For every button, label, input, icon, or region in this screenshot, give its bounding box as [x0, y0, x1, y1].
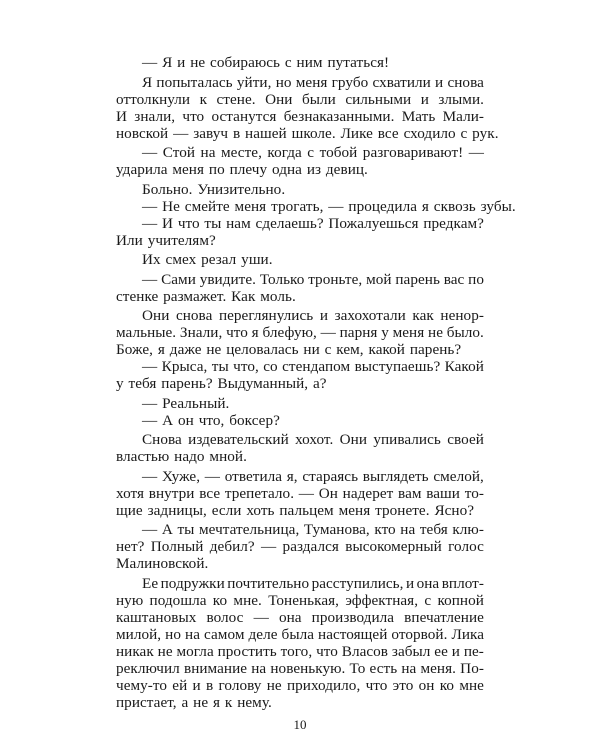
text-line: никак не могла простить того, что Власов забыл ее и пе- — [116, 642, 484, 660]
text-line: — Стой на месте, когда с тобой разговаривают! — — [142, 144, 484, 161]
text-line: оттолкнули к стене. Они были сильными и злыми. — [116, 90, 484, 108]
text-line: — Хуже, — ответила я, стараясь выглядеть смелой, — [142, 467, 484, 485]
text-line: щие задницы, если хоть пальцем меня тронете. Ясно? — [116, 501, 475, 519]
text-line: хотя внутри все трепетало. — Он надерет вам ваши то- — [116, 484, 484, 502]
text-line: нет? Полный дебил? — раздался высокомерный голос — [116, 538, 484, 555]
text-line: — Крыса, ты что, со стендапом выступаешь? Какой — [142, 358, 484, 375]
text-line: — Сами увидите. Только троньте, мой парень вас по — [142, 270, 484, 288]
text-line: Больно. Унизительно. — [142, 180, 286, 198]
text-line: — Не смейте меня трогать, — процедила я сквозь зубы. — [142, 197, 516, 215]
text-line: реключил внимание на новенькую. То есть на меня. По- — [116, 659, 484, 677]
text-line: мальные. Знали, что я блефую, — парня у меня не было. — [116, 324, 484, 341]
text-line: — Реальный. — [142, 394, 230, 412]
text-line: И знали, что останутся безнаказанными. Мать Мали- — [116, 107, 484, 125]
text-line: властью надо мной. — [116, 448, 247, 465]
text-line: Я попыталась уйти, но меня грубо схватили и снова — [142, 73, 484, 91]
text-line: пристает, а не я к нему. — [116, 693, 272, 711]
text-line: у тебя парень? Выдуманный, а? — [116, 375, 327, 392]
text-line: Малиновской. — [116, 555, 209, 572]
text-line: Их смех резал уши. — [142, 251, 273, 268]
page-number: 10 — [293, 717, 307, 732]
text-line: новской — завуч в нашей школе. Лике все сходило с рук. — [116, 124, 499, 142]
text-line: — А ты мечтательница, Туманова, кто на тебя клю- — [142, 521, 484, 538]
text-line: — Я и не собираюсь с ним путаться! — [142, 54, 390, 71]
text-line: каштановых волос — она производила впечатление — [116, 608, 484, 626]
text-line: Они снова переглянулись и захохотали как ненор- — [142, 307, 484, 324]
text-line: — И что ты нам сделаешь? Пожалуешься предкам? — [142, 214, 484, 232]
text-line: ную подошла ко мне. Тоненькая, эффектная, с копной — [116, 591, 484, 609]
text-line: чему-то ей и в голову не приходило, что это он ко мне — [116, 676, 484, 694]
text-line: Или учителям? — [116, 231, 216, 249]
page-text — [116, 54, 516, 711]
text-line: Боже, я даже не целовалась ни с кем, какой парень? — [116, 341, 462, 358]
text-line: Ее подружки почтительно расступились, и она вплот- — [142, 574, 484, 592]
text-line: Снова издевательский хохот. Они упивались своей — [142, 431, 484, 448]
text-line: милой, но на самом деле была настоящей оторвой. Лика — [116, 625, 484, 643]
text-line: стенке размажет. Как моль. — [116, 287, 296, 305]
text-line: — А он что, боксер? — [142, 411, 280, 429]
text-line: ударила меня по плечу одна из девиц. — [116, 161, 368, 178]
